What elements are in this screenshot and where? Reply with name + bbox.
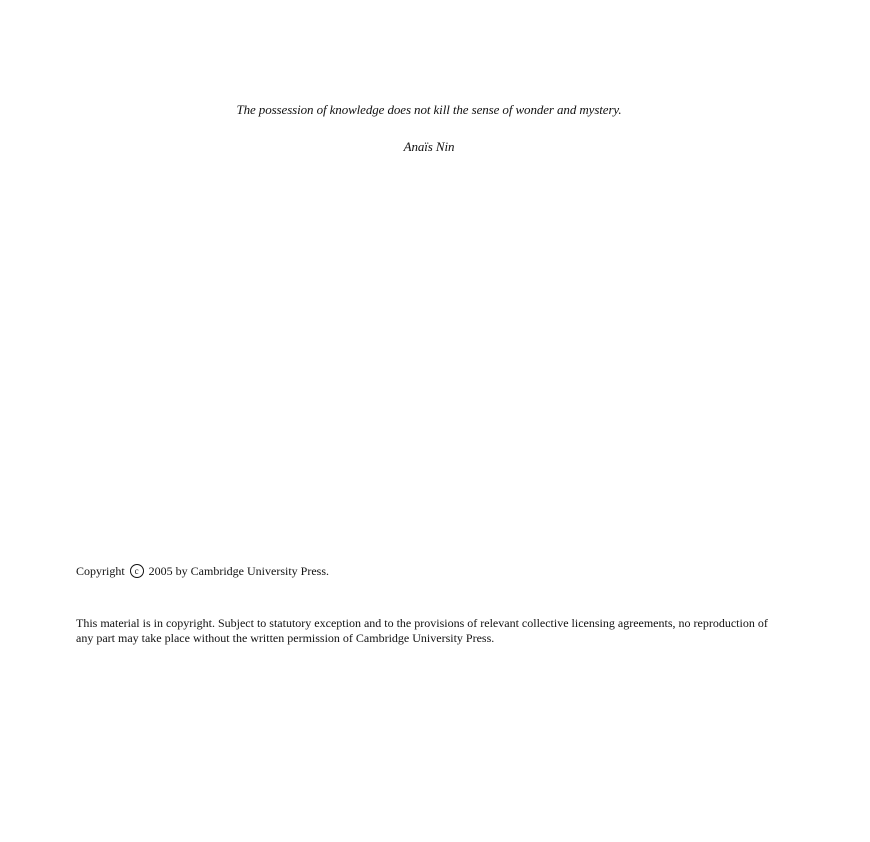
copyright-line	[76, 564, 329, 580]
copyright-prefix: Copyright	[76, 564, 125, 578]
copyright-statement: 2005 by Cambridge University Press.	[148, 564, 329, 578]
epigraph-author: Anaïs Nin	[403, 139, 455, 154]
epigraph-quote: The possession of knowledge does not kill the sense of wonder and mystery.	[236, 102, 622, 117]
copyright-symbol-icon: c	[130, 564, 144, 578]
rights-notice: This material is in copyright. Subject to statutory exception and to the provisions of relevant collective licensing agreements, no reproduction of any part may take place without the written permission of Cambridge University Press.	[76, 616, 768, 645]
